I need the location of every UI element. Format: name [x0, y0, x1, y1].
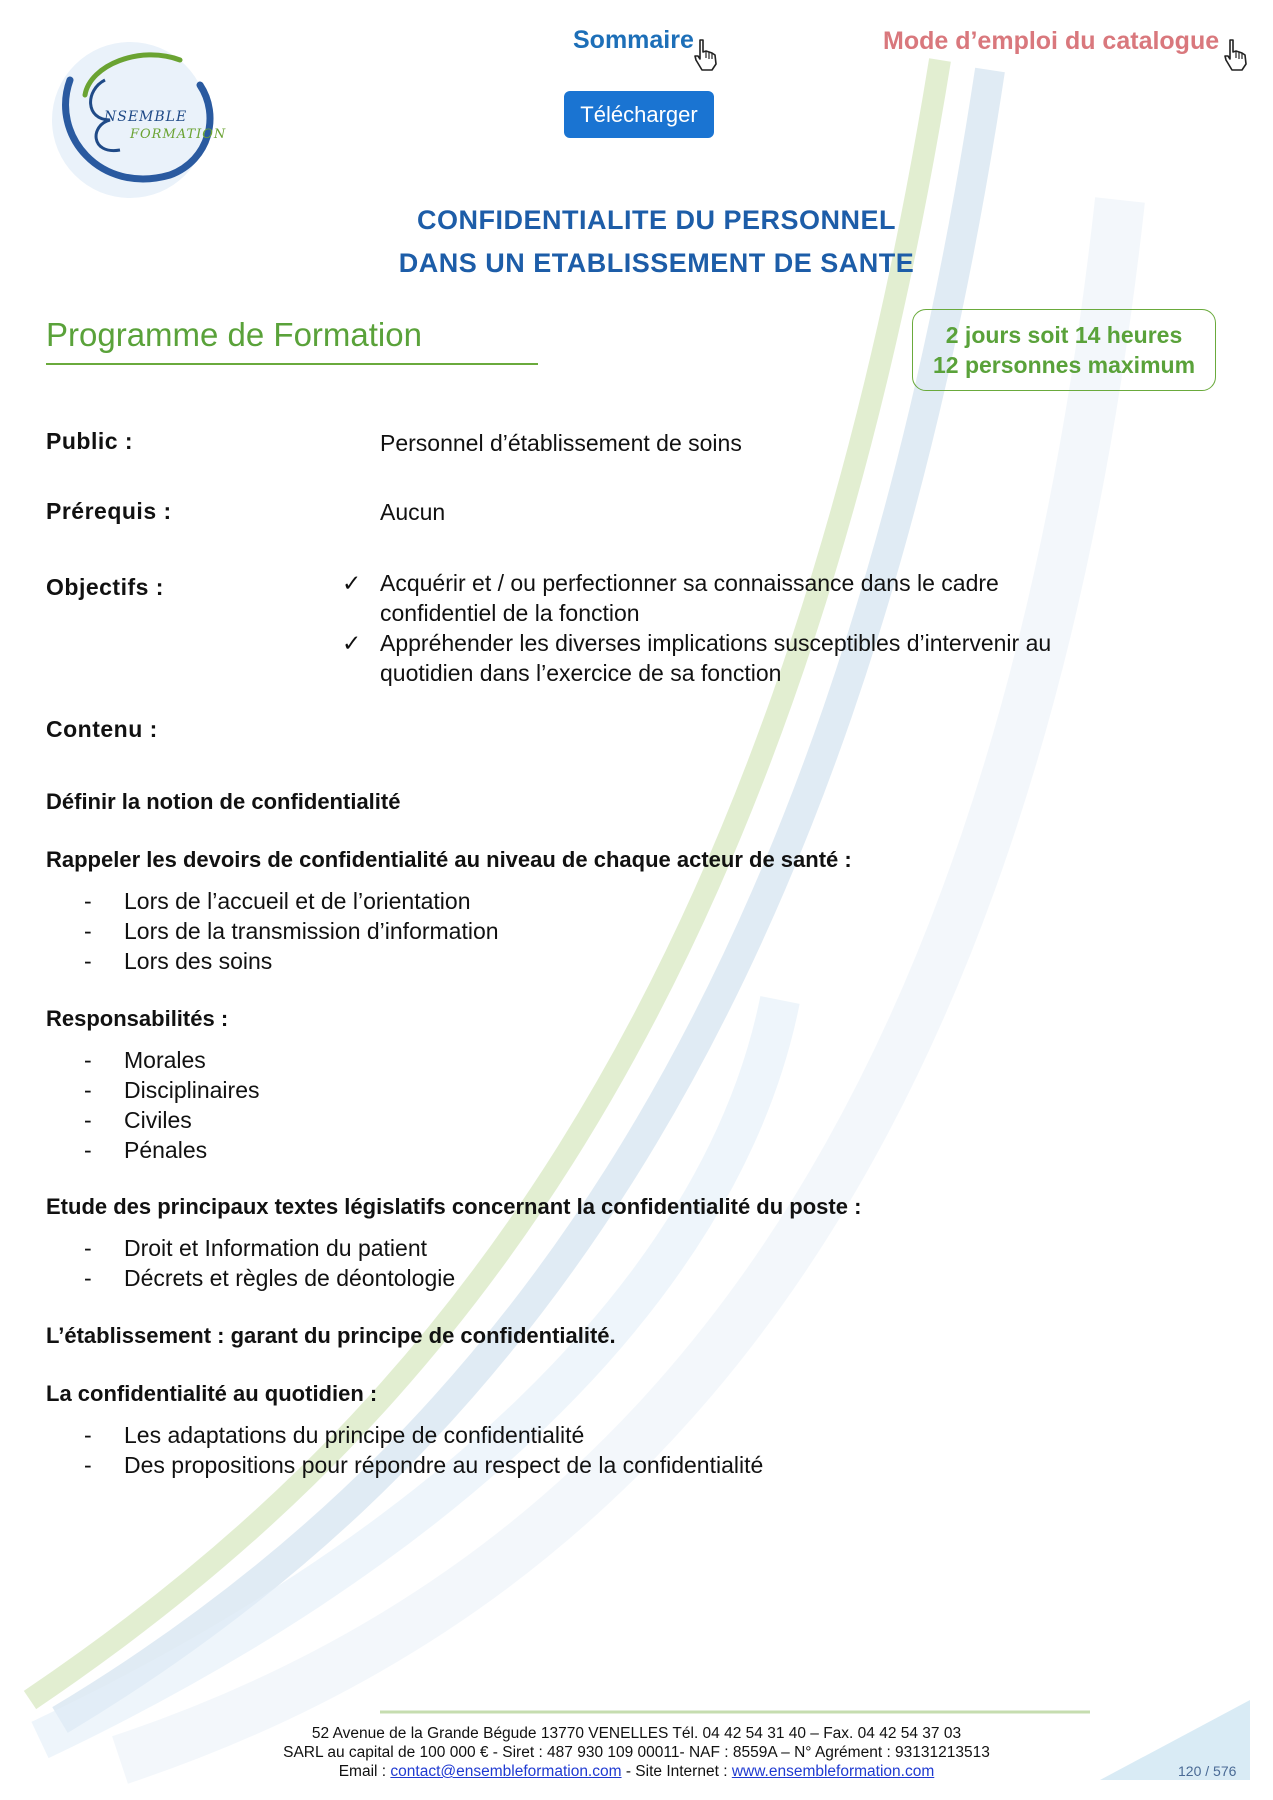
list-item: - Pénales	[84, 1137, 208, 1163]
list-item: - Décrets et règles de déontologie	[84, 1265, 456, 1291]
prerequis-value: Aucun	[380, 499, 446, 525]
duration-box	[912, 309, 1216, 391]
objectives-list	[340, 568, 1140, 688]
public-value: Personnel d’établissement de soins	[380, 430, 742, 456]
contenu-label: Contenu :	[46, 716, 158, 742]
mode-emploi-link[interactable]: Mode d’emploi du catalogue	[883, 27, 1220, 55]
list-item: - Lors de l’accueil et de l’orientation	[84, 888, 471, 914]
hand-pointer-icon	[692, 38, 720, 72]
list-item: - Morales	[84, 1047, 206, 1073]
footer	[200, 1724, 1073, 1781]
list-item: - Des propositions pour répondre au respect de la confidentialité	[84, 1452, 764, 1478]
list-item: - Civiles	[84, 1107, 192, 1133]
logo-text-formation: FORMATION	[130, 127, 227, 142]
duration-capacity: 12 personnes maximum	[932, 352, 1196, 378]
section-heading: La confidentialité au quotidien :	[46, 1381, 378, 1406]
list-item: - Les adaptations du principe de confidentialité	[84, 1422, 585, 1448]
sommaire-link[interactable]: Sommaire	[573, 26, 694, 54]
section-heading: Responsabilités :	[46, 1006, 229, 1031]
duration-days: 2 jours soit 14 heures	[945, 322, 1183, 348]
footer-contact: Email : contact@ensembleformation.com - Site Internet : www.ensembleformation.com	[338, 1763, 935, 1780]
hand-pointer-icon	[1222, 38, 1250, 72]
public-label: Public :	[46, 428, 134, 454]
email-link[interactable]: contact@ensembleformation.com	[390, 1763, 622, 1780]
list-item: - Droit et Information du patient	[84, 1235, 427, 1261]
page-title-line-1: CONFIDENTIALITE DU PERSONNEL	[416, 205, 896, 235]
program-heading: Programme de Formation	[46, 316, 422, 353]
prerequis-label: Prérequis :	[46, 498, 172, 524]
logo-text-ensemble: NSEMBLE	[104, 109, 188, 125]
objective-item: ✓ Acquérir et / ou perfectionner sa connaissance dans le cadre confidentiel de la fonction	[342, 570, 999, 626]
section-heading: Définir la notion de confidentialité	[46, 789, 401, 814]
footer-company-info: SARL au capital de 100 000 € - Siret : 487 930 109 00011- NAF : 8559A – N° Agrément : 93131213513	[283, 1744, 990, 1761]
section-heading: Etude des principaux textes législatifs concernant la confidentialité du poste :	[46, 1194, 862, 1219]
objectifs-label: Objectifs :	[46, 574, 164, 600]
list-item: - Lors des soins	[84, 948, 273, 974]
website-link[interactable]: www.ensembleformation.com	[731, 1763, 935, 1780]
list-item: - Lors de la transmission d’information	[84, 918, 499, 944]
check-icon: ✓	[342, 630, 362, 656]
page-number: 120 / 576	[1178, 1763, 1237, 1779]
check-icon: ✓	[342, 570, 362, 596]
list-item: - Disciplinaires	[84, 1077, 260, 1103]
page-title-line-2: DANS UN ETABLISSEMENT DE SANTE	[398, 248, 915, 278]
ensemble-formation-logo	[30, 25, 240, 200]
section4-list	[80, 1233, 455, 1293]
section2-list	[80, 886, 499, 976]
section6-list	[80, 1420, 763, 1480]
download-button[interactable]: Télécharger	[564, 91, 714, 138]
objective-item: ✓ Appréhender les diverses implications susceptibles d’intervenir au quotidien dans l’exercice de sa fonction	[342, 630, 1052, 686]
section-heading: L’établissement : garant du principe de confidentialité.	[46, 1323, 616, 1348]
section-heading: Rappeler les devoirs de confidentialité au niveau de chaque acteur de santé :	[46, 847, 852, 872]
program-heading-underline	[46, 363, 538, 365]
footer-address: 52 Avenue de la Grande Bégude 13770 VENELLES Tél. 04 42 54 31 40 – Fax. 04 42 54 37 03	[311, 1725, 962, 1742]
section3-list	[80, 1045, 259, 1165]
